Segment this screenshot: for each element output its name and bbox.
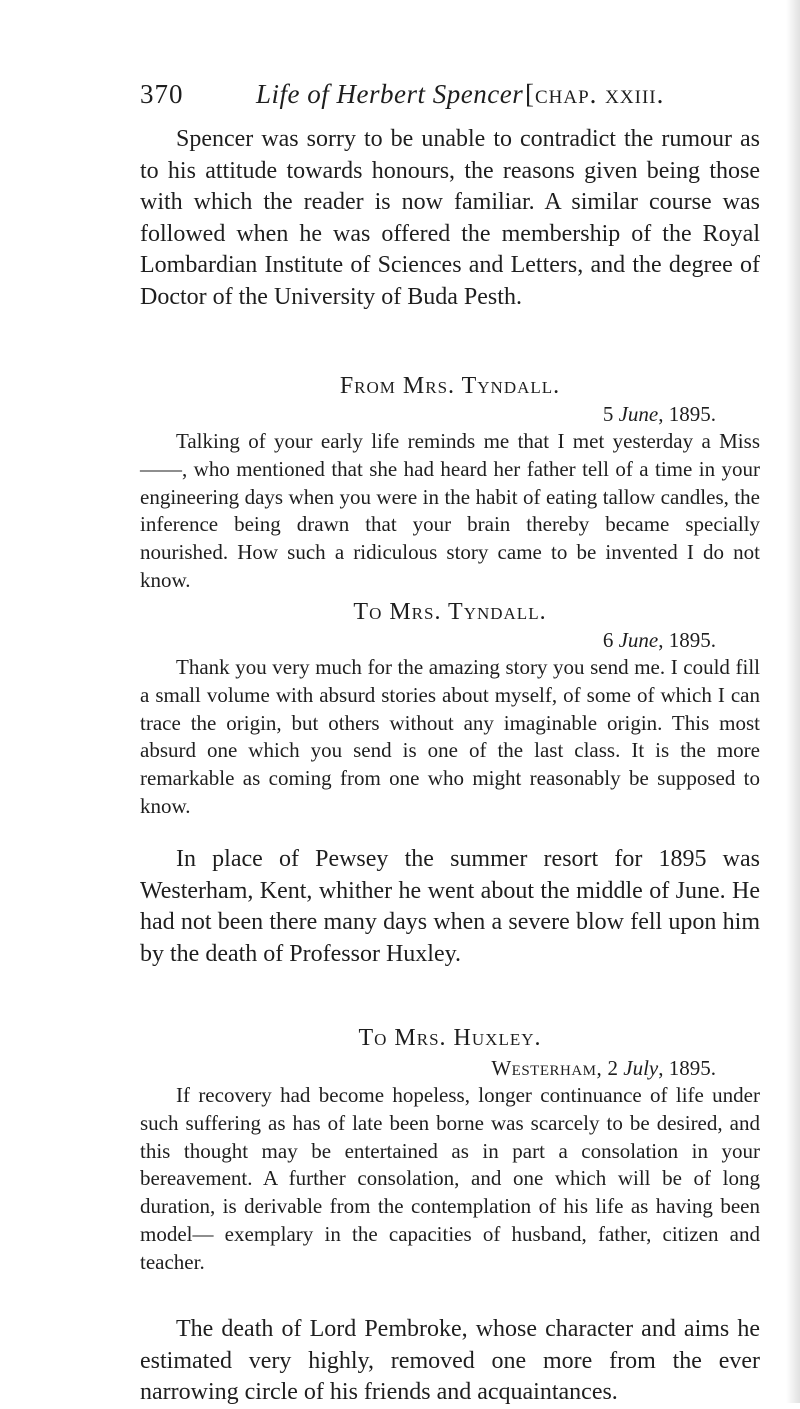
letter-heading: To Mrs. Tyndall.: [353, 599, 547, 625]
dateline-year: , 1895.: [658, 628, 716, 652]
letter-body: [140, 1082, 760, 1277]
letter-text: If recovery had become hopeless, longer continuance of life under such suffering as has of late been borne was scarcely to be desired, and this thought may be entertained as in part a consolation in your bereavement. A further consolation, and one which will be of long duration, is derivable from the contemplation of his life as having been model— exemplary in the capacities of husband, father, citizen and teacher.: [140, 1083, 760, 1274]
letter-dateline: [140, 1054, 760, 1082]
paragraph-text: Spencer was sorry to be unable to contradict the rumour as to his attitude towards honours, the reasons given being those with which the reader is now familiar. A similar course was followed when he was offered the membership of the Royal Lombardian Institute of Sciences and Letters, and the degree of Doctor of the University of Buda Pesth.: [140, 126, 760, 310]
dateline-place: Westerham,: [491, 1056, 603, 1080]
dateline-year: , 1895.: [658, 402, 716, 426]
letter-body: [140, 654, 760, 821]
running-header: [140, 74, 760, 114]
letter-dateline: [140, 400, 760, 428]
letter-body: [140, 428, 760, 595]
scan-edge-shadow: [786, 0, 800, 1403]
dateline-year: , 1895.: [658, 1056, 716, 1080]
letter-text: Thank you very much for the amazing story you send me. I could fill a small volume with absurd stories about myself, of some of which I can trace the origin, but others without any imaginable origin. This most absurd one which you send is one of the last class. It is the more remarkable as coming from one who might reasonably be supposed to know.: [140, 655, 760, 818]
dateline-month: June: [618, 628, 659, 652]
chapter-reference: [chap. xxiii.: [525, 79, 665, 109]
paragraph-pembroke: [140, 1314, 760, 1409]
letter-text: Talking of your early life reminds me that I met yesterday a Miss ——, who mentioned that she had heard her father tell of a time in your engineering days when you were in the habit of eating tallow candles, the inference being drawn that your brain thereby became specially nourished. How such a ridiculous story came to be invented I do not know.: [140, 429, 760, 592]
dateline-month: June: [618, 402, 659, 426]
letter-heading: To Mrs. Huxley.: [358, 1025, 542, 1051]
dateline-day: 2: [607, 1056, 619, 1080]
page-number: 370: [140, 79, 184, 109]
dateline-day: 6: [602, 628, 614, 652]
paragraph-text: In place of Pewsey the summer resort for 1895 was Westerham, Kent, whither he went about the middle of June. He had not been there many days when a severe blow fell upon him by the death of Professor Huxley.: [140, 846, 760, 967]
paragraph-text: The death of Lord Pembroke, whose character and aims he estimated very highly, removed one more from the ever narrowing circle of his friends and acquaintances.: [140, 1316, 760, 1405]
running-title: Life of Herbert Spencer: [256, 79, 524, 109]
dateline-month: July: [623, 1056, 659, 1080]
paragraph-honours: [140, 124, 760, 313]
dateline-day: 5: [602, 402, 614, 426]
letter-heading: From Mrs. Tyndall.: [339, 373, 561, 399]
paragraph-westerham: [140, 844, 760, 970]
letter-dateline: [140, 626, 760, 654]
